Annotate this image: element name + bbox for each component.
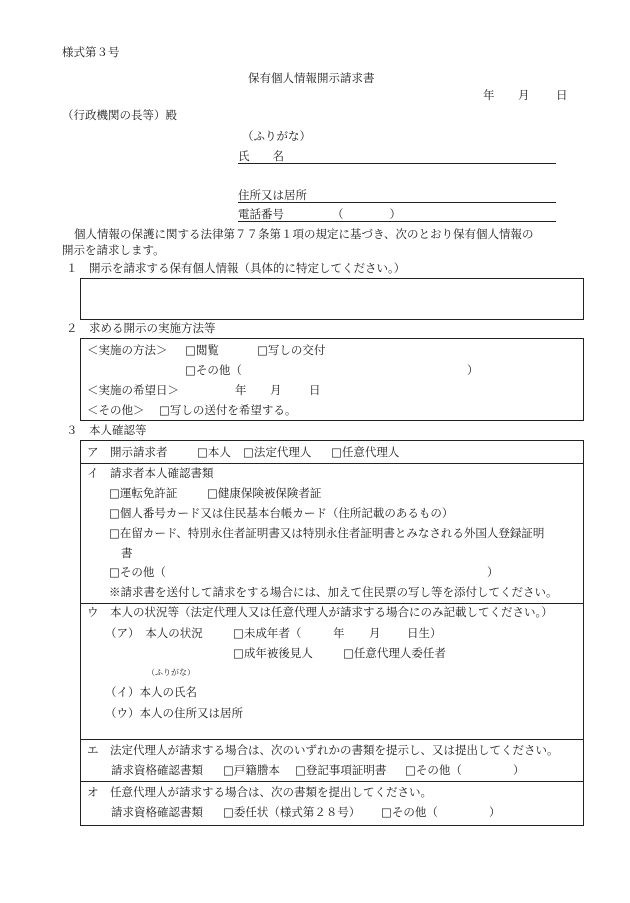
voluntary-other-checkbox[interactable]: □その他（ [381,805,438,819]
method-view-checkbox[interactable]: □閲覧 [185,343,219,357]
desired-month-label: 月 [270,383,282,397]
divider-a [81,463,583,464]
section2-box [80,338,584,421]
page-title: 保有個人情報開示請求書 [248,71,375,85]
divider-e [81,781,583,782]
date-day-label: 日 [556,88,568,102]
requester-type-label: ア 開示請求者 [87,445,168,459]
legal-koseki-checkbox[interactable]: □戸籍謄本 [223,763,280,777]
requested-info-input[interactable] [80,278,584,320]
principal-minor-checkbox[interactable]: □未成年者（ [233,626,302,640]
id-other-close-paren: ） [487,565,499,579]
principal-status-label: ウ 本人の状況等（法定代理人又は任意代理人が請求する場合にのみ記載してください。） [87,605,553,619]
principal-birth-day-label: 日生） [407,626,442,640]
desired-year-label: 年 [235,383,247,397]
voluntary-proxy-checkbox[interactable]: □委任状（様式第２８号） [223,805,361,819]
form-number: 様式第３号 [62,45,120,59]
principal-address-label: （ウ）本人の住所又は居所 [105,706,243,720]
principal-condition-label: （ア） 本人の状況 [105,626,203,640]
legal-agent-docs-type-label: 請求資格確認書類 [111,763,203,777]
applicant-address-field[interactable] [238,202,556,203]
date-month-label: 月 [518,88,530,102]
desired-date-label: ＜実施の希望日＞ [87,383,179,397]
legal-other-close-paren: ） [513,763,525,777]
id-residence-card-checkbox[interactable]: □在留カード、特別永住者証明書又は特別永住者証明書とみなされる外国人登録証明 [109,526,545,540]
legal-registry-checkbox[interactable]: □登記事項証明書 [295,763,387,777]
applicant-furigana-label: （ふりがな） [242,129,311,143]
method-label: ＜実施の方法＞ [87,343,168,357]
mail-copy-checkbox[interactable]: □写しの送付を希望する。 [159,403,297,417]
intro-line-1: 個人情報の保護に関する法律第７７条第１項の規定に基づき、次のとおり保有個人情報の [74,227,534,241]
requester-legal-agent-checkbox[interactable]: □法定代理人 [243,445,312,459]
section2-heading: ２ 求める開示の実施方法等 [66,321,216,335]
method-other-checkbox[interactable]: □その他（ [185,363,242,377]
applicant-name-label: 氏 名 [238,149,284,163]
principal-birth-month-label: 月 [369,626,381,640]
method-copy-checkbox[interactable]: □写しの交付 [257,343,326,357]
voluntary-agent-docs-type-label: 請求資格確認書類 [111,805,203,819]
id-license-checkbox[interactable]: □運転免許証 [109,486,178,500]
section3-heading: ３ 本人確認等 [66,423,147,437]
section1-heading: １ 開示を請求する保有個人情報（具体的に特定してください。） [66,261,406,275]
requester-voluntary-agent-checkbox[interactable]: □任意代理人 [331,445,400,459]
applicant-address-label: 住所又は居所 [238,188,307,202]
intro-line-2: 開示を請求します。 [62,243,165,257]
applicant-name-field[interactable] [238,163,556,164]
id-residence-card-cont: 書 [121,546,133,560]
voluntary-other-close-paren: ） [489,805,501,819]
id-other-checkbox[interactable]: □その他（ [109,565,166,579]
applicant-phone-label: 電話番号 [238,207,284,221]
id-docs-label: イ 請求者本人確認書類 [87,466,214,480]
id-mail-note: ※請求書を送付して請求をする場合には、加えて住民票の写し等を添付してください。 [109,585,558,599]
other-label: ＜その他＞ [87,403,145,417]
divider-u [81,739,583,740]
principal-ward-checkbox[interactable]: □成年被後見人 [233,646,313,660]
principal-furigana-label: （ふりがな） [147,668,195,677]
section3-box [80,440,584,826]
applicant-phone-field[interactable] [238,221,556,222]
date-year-label: 年 [483,88,495,102]
principal-birth-year-label: 年 [333,626,345,640]
addressee: （行政機関の長等）殿 [62,108,177,122]
principal-voluntary-principal-checkbox[interactable]: □任意代理人委任者 [343,646,446,660]
id-mynumber-checkbox[interactable]: □個人番号カード又は住民基本台帳カード（住所記載のあるもの） [109,506,454,520]
divider-i [81,603,583,604]
requester-self-checkbox[interactable]: □本人 [197,445,231,459]
desired-day-label: 日 [309,383,321,397]
voluntary-agent-docs-label: オ 任意代理人が請求する場合は、次の書類を提出してください。 [87,785,432,799]
id-insurance-checkbox[interactable]: □健康保険被保険者証 [207,486,322,500]
method-other-close-paren: ） [467,363,479,377]
legal-agent-docs-label: エ 法定代理人が請求する場合は、次のいずれかの書類を提示し、又は提出してください。 [87,743,559,757]
principal-name-label: （イ）本人の氏名 [105,685,197,699]
legal-other-checkbox[interactable]: □その他（ [405,763,462,777]
applicant-phone-parens: （ ） [332,207,401,221]
